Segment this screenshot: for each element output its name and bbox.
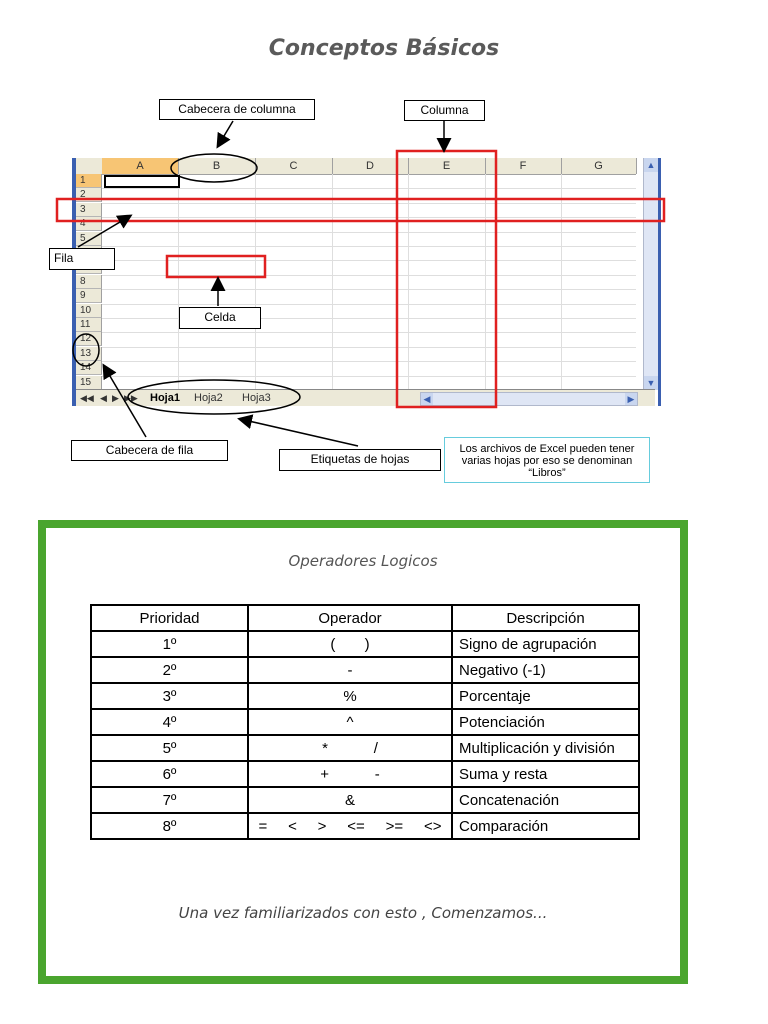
column-header-ellipse [171, 154, 257, 182]
operators-frame [38, 520, 688, 984]
footer-text: Una vez familiarizados con esto , Comenzamos... [178, 904, 548, 922]
cell-priority: 2º [91, 657, 248, 683]
cell-priority: 5º [91, 735, 248, 761]
sheet-tab-hoja3: Hoja3 [242, 392, 271, 404]
column-header-b: B [178, 158, 256, 174]
table-row [91, 631, 639, 657]
cell-description: Porcentaje [452, 683, 639, 709]
cell-operator: + - [248, 761, 452, 787]
cell-description: Negativo (-1) [452, 657, 639, 683]
row-header-9: 9 [76, 289, 102, 303]
header-description: Descripción [452, 605, 639, 631]
table-row [91, 787, 639, 813]
column-header-d: D [332, 158, 409, 174]
next-sheet-icon: ▶ [112, 393, 119, 403]
row-header-8: 8 [76, 275, 102, 289]
cell-operator: % [248, 683, 452, 709]
cell-description: Concatenación [452, 787, 639, 813]
row-header-5: 5 [76, 232, 102, 246]
table-row [91, 657, 639, 683]
cell-operator: ^ [248, 709, 452, 735]
cell-operator: - [248, 657, 452, 683]
row-header-4: 4 [76, 217, 102, 231]
row-header-15: 15 [76, 376, 102, 390]
page-title: Conceptos Básicos [268, 36, 500, 61]
column-header-f: F [485, 158, 562, 174]
column-highlight [397, 151, 496, 407]
cell-description: Suma y resta [452, 761, 639, 787]
cell-highlight [167, 256, 265, 277]
cell-priority: 6º [91, 761, 248, 787]
table-row [91, 709, 639, 735]
row-highlight [57, 199, 664, 221]
callout-column-header: Cabecera de columna [159, 99, 315, 120]
sheet-tabs-ellipse [128, 380, 300, 414]
row-header-1: 1 [76, 174, 102, 188]
arrow-column-header [218, 121, 233, 146]
first-sheet-icon: ◀◀ [80, 393, 94, 403]
column-header-c: C [255, 158, 333, 174]
scroll-right-icon: ▶ [625, 393, 637, 405]
column-header-g: G [561, 158, 637, 174]
table-row [91, 813, 639, 839]
cell-description: Multiplicación y división [452, 735, 639, 761]
table-row [91, 683, 639, 709]
column-header-e: E [408, 158, 486, 174]
prev-sheet-icon: ◀ [100, 393, 107, 403]
header-priority: Prioridad [91, 605, 248, 631]
scroll-left-icon: ◀ [421, 393, 433, 405]
cell-priority: 3º [91, 683, 248, 709]
column-header-a: A [102, 158, 179, 174]
callout-row-header: Cabecera de fila [71, 440, 228, 461]
cell-priority: 4º [91, 709, 248, 735]
cell-operator: = < > <= >= <> [248, 813, 452, 839]
row-header-12: 12 [76, 332, 102, 346]
cell-description: Signo de agrupación [452, 631, 639, 657]
sheet-tab-hoja1: Hoja1 [150, 392, 180, 404]
row-header-13: 13 [76, 347, 102, 361]
scroll-up-icon: ▲ [644, 158, 658, 172]
cell-operator: ( ) [248, 631, 452, 657]
table-header-row [91, 605, 639, 631]
table-row [91, 735, 639, 761]
operators-title: Operadores Logicos [288, 552, 438, 570]
row-header-11: 11 [76, 318, 102, 332]
row-header-10: 10 [76, 304, 102, 318]
callout-sheet-tabs: Etiquetas de hojas [279, 449, 441, 471]
cell-priority: 8º [91, 813, 248, 839]
cell-priority: 7º [91, 787, 248, 813]
cell-description: Potenciación [452, 709, 639, 735]
row-header-2: 2 [76, 188, 102, 202]
last-sheet-icon: ▶▶ [124, 393, 138, 403]
sheet-tab-hoja2: Hoja2 [194, 392, 223, 404]
row-header-ellipse [73, 334, 99, 366]
cell-description: Comparación [452, 813, 639, 839]
row-header-14: 14 [76, 361, 102, 375]
operators-table [90, 604, 640, 840]
header-operator: Operador [248, 605, 452, 631]
callout-row: Fila [49, 248, 115, 270]
note-libros: Los archivos de Excel pueden tener varias hojas por eso se denominan “Libros” [444, 437, 650, 483]
arrow-row-header [104, 366, 146, 437]
callout-column: Columna [404, 100, 485, 121]
callout-cell: Celda [179, 307, 261, 329]
cell-priority: 1º [91, 631, 248, 657]
cell-operator: * / [248, 735, 452, 761]
scroll-down-icon: ▼ [644, 376, 658, 390]
table-row [91, 761, 639, 787]
row-header-3: 3 [76, 203, 102, 217]
cell-operator: & [248, 787, 452, 813]
arrow-sheet-tabs [240, 419, 358, 446]
